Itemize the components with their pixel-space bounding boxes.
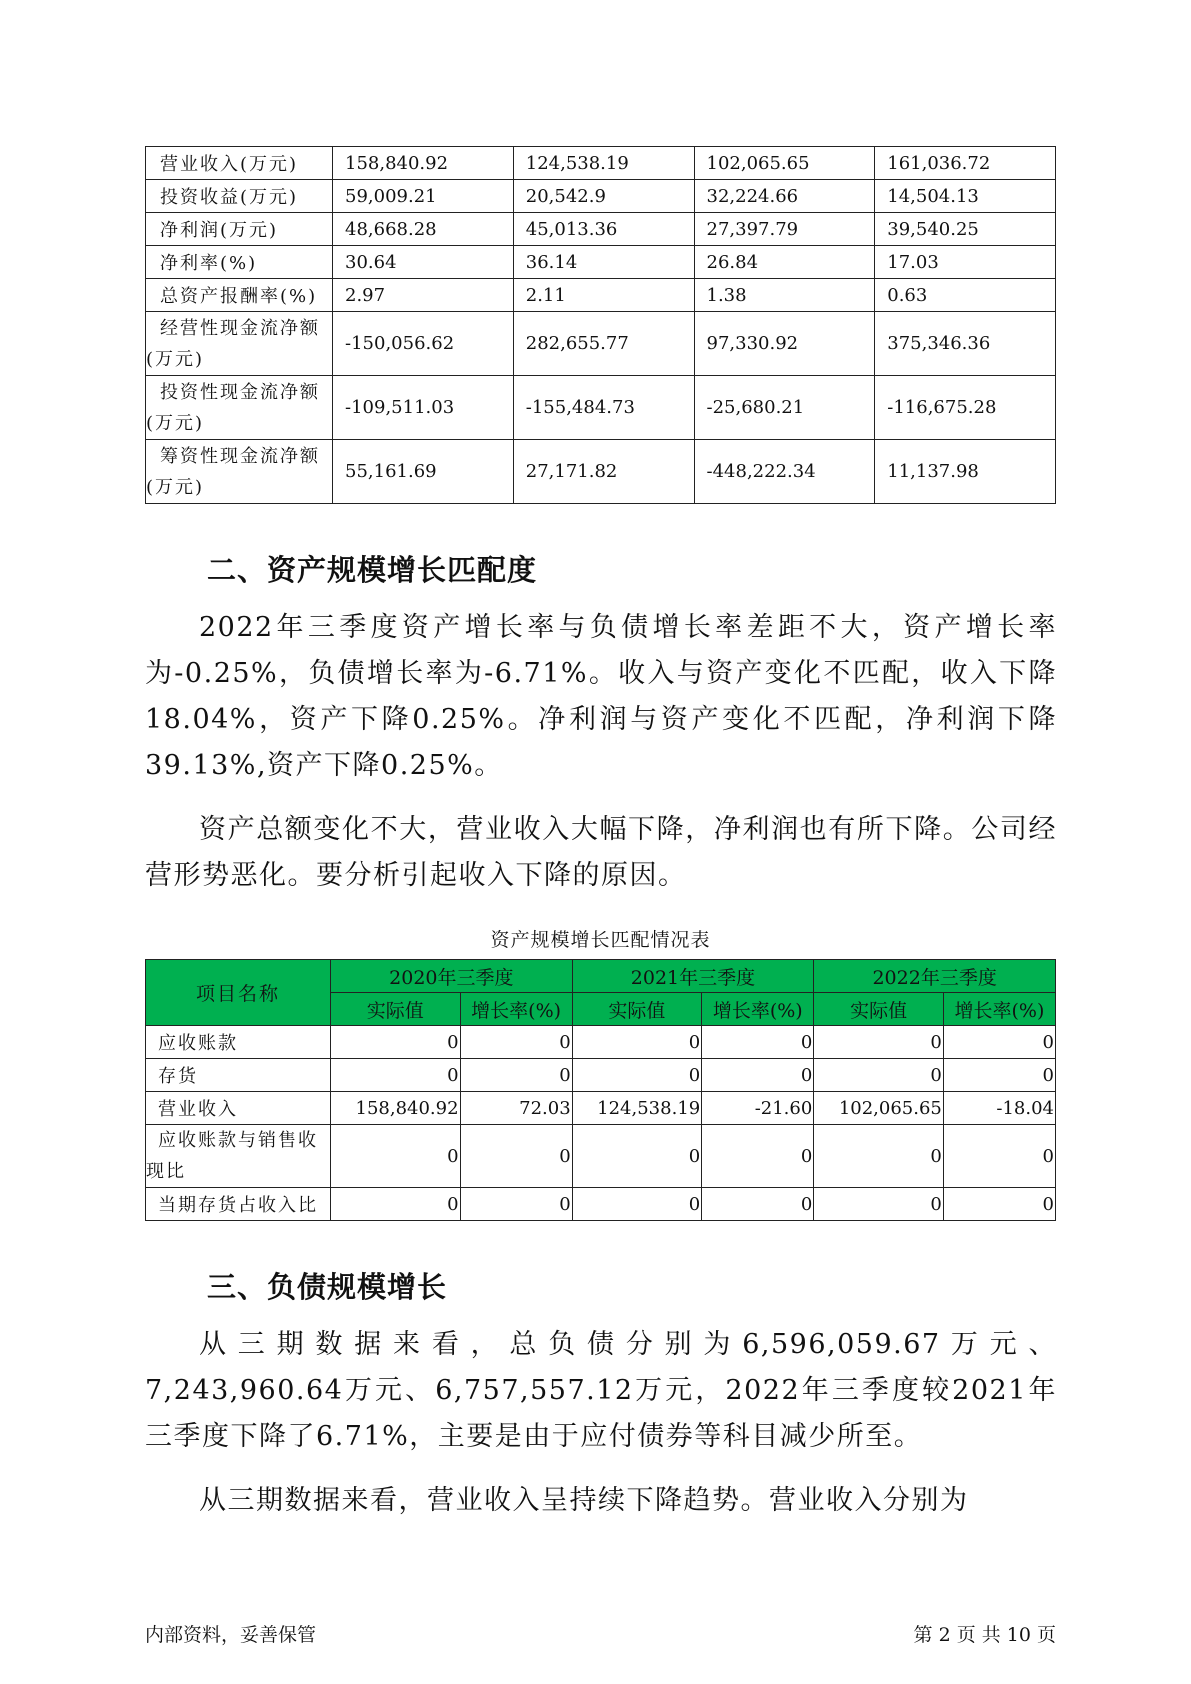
cell-value: 0 [460, 1026, 572, 1059]
row-label: 当期存货占收入比 [146, 1188, 331, 1221]
cell-value: 97,330.92 [694, 312, 875, 376]
cell-value: 0 [943, 1188, 1055, 1221]
growth-match-table [145, 959, 1056, 1221]
cell-value: 0 [943, 1026, 1055, 1059]
cell-value: 2.97 [333, 279, 514, 312]
cell-value: 26.84 [694, 246, 875, 279]
cell-value: 161,036.72 [875, 147, 1056, 180]
table-row [146, 1125, 1056, 1188]
cell-value: 17.03 [875, 246, 1056, 279]
row-label: 投资收益(万元) [146, 180, 333, 213]
cell-value: 2.11 [513, 279, 694, 312]
cell-value: -150,056.62 [333, 312, 514, 376]
column-header: 2021年三季度 [572, 960, 814, 993]
cell-value: -109,511.03 [333, 376, 514, 440]
cell-value: 72.03 [460, 1092, 572, 1125]
cell-value: -25,680.21 [694, 376, 875, 440]
cell-value: 27,171.82 [513, 440, 694, 504]
cell-value: 30.64 [333, 246, 514, 279]
column-header: 实际值 [814, 993, 944, 1026]
table-row [146, 213, 1056, 246]
cell-value: 0 [572, 1026, 702, 1059]
table-row [146, 376, 1056, 440]
cell-value: 375,346.36 [875, 312, 1056, 376]
row-label: 净利润(万元) [146, 213, 333, 246]
table-row [146, 1026, 1056, 1059]
row-label: 净利率(%) [146, 246, 333, 279]
cell-value: 0 [460, 1125, 572, 1188]
cell-value: 0 [702, 1125, 814, 1188]
row-label: 应收账款 [146, 1026, 331, 1059]
cell-value: 0 [814, 1125, 944, 1188]
cell-value: -155,484.73 [513, 376, 694, 440]
column-header: 增长率(%) [943, 993, 1055, 1026]
table-header-row [146, 960, 1056, 993]
cell-value: 124,538.19 [572, 1092, 702, 1125]
cell-value: 20,542.9 [513, 180, 694, 213]
cell-value: 0 [943, 1059, 1055, 1092]
table-row [146, 147, 1056, 180]
cell-value: 158,840.92 [333, 147, 514, 180]
cell-value: 124,538.19 [513, 147, 694, 180]
cell-value: 0 [331, 1125, 461, 1188]
cell-value: 0 [814, 1188, 944, 1221]
table-row [146, 1092, 1056, 1125]
cell-value: 282,655.77 [513, 312, 694, 376]
table-caption: 资产规模增长匹配情况表 [490, 929, 711, 951]
cell-value: 32,224.66 [694, 180, 875, 213]
section-heading: 二、资产规模增长匹配度 [207, 553, 538, 587]
cell-value: 11,137.98 [875, 440, 1056, 504]
column-header: 增长率(%) [702, 993, 814, 1026]
cell-value: 14,504.13 [875, 180, 1056, 213]
cell-value: 0 [702, 1059, 814, 1092]
cell-value: 48,668.28 [333, 213, 514, 246]
table-row [146, 246, 1056, 279]
paragraph: 资产总额变化不大，营业收入大幅下降，净利润也有所下降。公司经营形势恶化。要分析引起收入下降的原因。 [145, 814, 1057, 891]
table-row [146, 180, 1056, 213]
table-row [146, 1188, 1056, 1221]
cell-value: 0 [943, 1125, 1055, 1188]
cell-value: 0 [331, 1059, 461, 1092]
cell-value: 1.38 [694, 279, 875, 312]
column-header: 2022年三季度 [814, 960, 1056, 993]
row-label: 经营性现金流净额(万元) [146, 312, 333, 376]
cell-value: -116,675.28 [875, 376, 1056, 440]
column-header: 2020年三季度 [331, 960, 573, 993]
cell-value: 158,840.92 [331, 1092, 461, 1125]
cell-value: 102,065.65 [694, 147, 875, 180]
cell-value: 0 [814, 1059, 944, 1092]
row-label: 营业收入(万元) [146, 147, 333, 180]
column-header: 实际值 [331, 993, 461, 1026]
cell-value: 0 [814, 1026, 944, 1059]
paragraph: 2022年三季度资产增长率与负债增长率差距不大，资产增长率为-0.25%，负债增长率为-6.71%。收入与资产变化不匹配，收入下降18.04%，资产下降0.25%。净利润与资产变化不匹配，净利润下降39.13%,资产下降0.25%。 [145, 612, 1057, 781]
cell-value: 45,013.36 [513, 213, 694, 246]
cell-value: 39,540.25 [875, 213, 1056, 246]
cell-value: 55,161.69 [333, 440, 514, 504]
cell-value: 0 [460, 1059, 572, 1092]
row-label: 总资产报酬率(%) [146, 279, 333, 312]
cell-value: 0 [702, 1026, 814, 1059]
cell-value: 102,065.65 [814, 1092, 944, 1125]
cell-value: 0.63 [875, 279, 1056, 312]
row-label: 应收账款与销售收现比 [146, 1125, 331, 1188]
cell-value: 59,009.21 [333, 180, 514, 213]
metrics-table [145, 146, 1056, 504]
table-row [146, 440, 1056, 504]
cell-value: 0 [572, 1059, 702, 1092]
paragraph: 从三期数据来看，总负债分别为6,596,059.67万元、7,243,960.64万元、6,757,557.12万元，2022年三季度较2021年三季度下降了6.71%，主要是由于应付债券等科目减少所至。 [145, 1329, 1057, 1452]
cell-value: 27,397.79 [694, 213, 875, 246]
row-label: 存货 [146, 1059, 331, 1092]
table-row [146, 279, 1056, 312]
cell-value: 0 [331, 1026, 461, 1059]
paragraph: 从三期数据来看，营业收入呈持续下降趋势。营业收入分别为 [199, 1485, 969, 1516]
cell-value: 0 [702, 1188, 814, 1221]
cell-value: 36.14 [513, 246, 694, 279]
cell-value: -18.04 [943, 1092, 1055, 1125]
cell-value: -448,222.34 [694, 440, 875, 504]
cell-value: 0 [572, 1188, 702, 1221]
section-heading: 三、负债规模增长 [207, 1270, 448, 1304]
column-header: 实际值 [572, 993, 702, 1026]
column-header: 项目名称 [146, 960, 331, 1026]
row-label: 投资性现金流净额(万元) [146, 376, 333, 440]
cell-value: -21.60 [702, 1092, 814, 1125]
page-number: 第 2 页 共 10 页 [913, 1624, 1056, 1646]
row-label: 筹资性现金流净额(万元) [146, 440, 333, 504]
cell-value: 0 [572, 1125, 702, 1188]
cell-value: 0 [460, 1188, 572, 1221]
table-row [146, 1059, 1056, 1092]
table-row [146, 312, 1056, 376]
row-label: 营业收入 [146, 1092, 331, 1125]
cell-value: 0 [331, 1188, 461, 1221]
column-header: 增长率(%) [460, 993, 572, 1026]
footer-note: 内部资料，妥善保管 [145, 1624, 317, 1646]
